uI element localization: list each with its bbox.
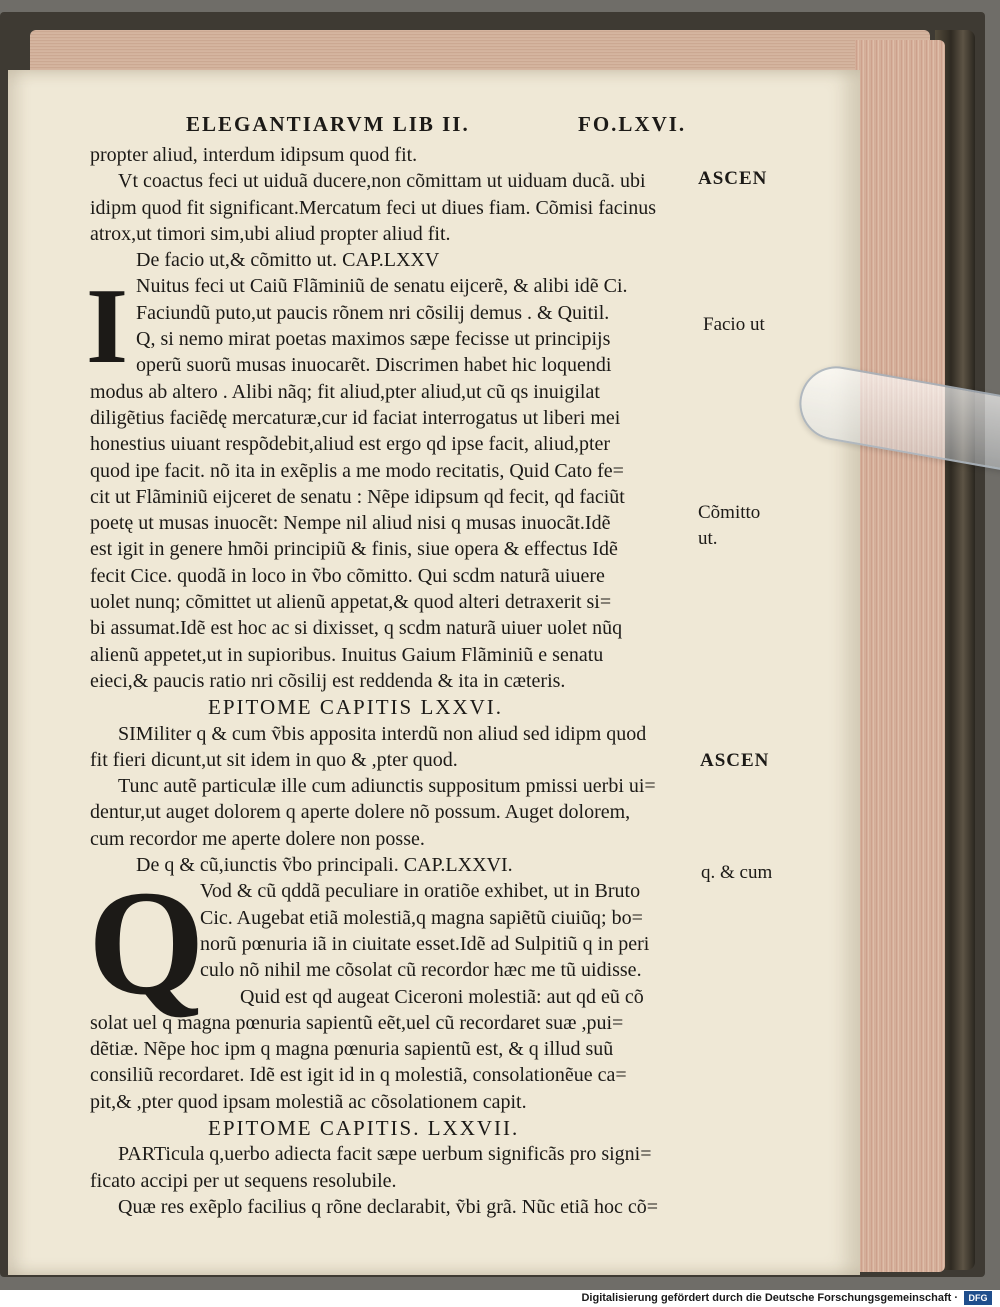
text-line: Vod & cũ qddã peculiare in oratiõe exhibet, ut in Bruto bbox=[200, 880, 641, 903]
text-line: atrox,ut timori sim,ubi aliud propter aliud fit. bbox=[90, 222, 451, 245]
text-line: propter aliud, interdum idipsum quod fit. bbox=[90, 144, 418, 166]
marginal-note-facio-ut: Facio ut bbox=[703, 314, 765, 335]
text-line: idipm quod fit significant.Mercatum feci ut diues fiam. Cõmisi facinus bbox=[90, 196, 656, 219]
text-line: quod ipe facit. nõ ita in exẽplis a me modo recitatis, Quid Cato fe= bbox=[90, 459, 624, 482]
text-line: cit ut Flãminiũ eijceret de senatu : Nẽpe idipsum qd fecit, qd faciũt bbox=[90, 485, 625, 508]
text-line: Vt coactus feci ut uiduã ducere,non cõmittam ut uiduam ducã. ubi bbox=[118, 170, 646, 193]
chapter-heading: De q & cũ,iunctis ṽbo principali. CAP.LXXVI. bbox=[136, 854, 513, 877]
text-line: consiliũ recordaret. Idẽ est igit id in q molestiã, consolationẽue ca= bbox=[90, 1064, 627, 1087]
text-line: alienũ appetet,ut in supioribus. Inuitus Gaium Flãminiũ e senatu bbox=[90, 643, 604, 666]
text-line: Cic. Augebat etiã molestiã,q magna sapiẽtũ ciuiũq; bo= bbox=[200, 906, 643, 929]
paragraph-with-dropcap-i bbox=[86, 267, 730, 387]
text-line: eieci,& paucis ratio nri cõsilij est reddenda & ita in cæteris. bbox=[90, 669, 566, 692]
text-line: pit,& ,pter quod ipsam molestiã ac cõsolationem capit. bbox=[90, 1090, 527, 1113]
text-line: cum recordor me aperte dolere non posse. bbox=[90, 827, 425, 850]
page-stack-fore-edge bbox=[855, 40, 945, 1272]
text-line: Q, si nemo mirat poetas maximos sæpe fecisse ut principijs bbox=[136, 328, 611, 351]
epitome-heading: EPITOME CAPITIS. LXXVII. bbox=[208, 1115, 520, 1140]
folio-number: FO.LXVI. bbox=[578, 112, 687, 136]
text-line: Nuitus feci ut Caiũ Flãminiũ de senatu eijcerẽ, & alibi idẽ Ci. bbox=[136, 275, 628, 298]
text-line: norũ pœnuria iã in ciuitate esset.Idẽ ad Sulpitiũ q in peri bbox=[200, 932, 650, 955]
text-line: bi assumat.Idẽ est hoc ac si dixisset, q scdm naturã uiuer uolet nũq bbox=[90, 617, 623, 640]
text-line: Quid est qd augeat Ciceroni molestiã: aut qd eũ cõ bbox=[240, 985, 644, 1008]
running-title: ELEGANTIARVM LIB II. bbox=[186, 112, 470, 136]
chapter-heading: De facio ut,& cõmitto ut. CAP.LXXV bbox=[136, 249, 440, 272]
text-line: dẽtiæ. Nẽpe hoc ipm q magna pœnuria sapientũ est, & q illud suũ bbox=[90, 1038, 614, 1061]
text-line: Faciundũ puto,ut paucis rõnem nri cõsilij demus . & Quitil. bbox=[136, 301, 610, 324]
text-line: uolet nunq; cõmittet ut alienũ appetat,& quod alteri detraxerit si= bbox=[90, 591, 612, 614]
drop-capital-i: I bbox=[86, 267, 129, 387]
text-line: culo nõ nihil me cõsolat cũ recordor hæc me tũ uidisse. bbox=[200, 959, 642, 982]
book-page bbox=[8, 70, 860, 1275]
marginal-note-comitto: Cõmitto bbox=[698, 502, 761, 523]
text-line: Tunc autẽ particulæ ille cum adiunctis suppositum pmissi uerbi ui= bbox=[118, 775, 656, 798]
marginal-note-ascen: ASCEN bbox=[698, 168, 768, 189]
text-line: poetę ut musas inuocẽt: Nempe nil aliud nisi q musas inuocãt.Idẽ bbox=[90, 512, 611, 535]
text-line: honestius uiuant respõdebit,aliud est ergo qd ipse facit, aliud,pter bbox=[90, 433, 611, 456]
marginal-note-ut: ut. bbox=[698, 528, 718, 549]
marginal-note-q-et-cum: q. & cum bbox=[701, 862, 773, 883]
text-line: PARTicula q,uerbo adiecta facit sæpe uerbum significãs pro signi= bbox=[118, 1143, 652, 1166]
page-header bbox=[90, 112, 730, 142]
text-line: modus ab altero . Alibi nãq; fit aliud,pter aliud,ut cũ qs inuigilat bbox=[90, 380, 600, 403]
text-line: diligẽtius faciẽdę mercaturæ,cur id faciat interrogatus ut liberi mei bbox=[90, 406, 621, 429]
text-line: solat uel q magna pœnuria sapientũ eẽt,uel cũ recordaret suæ ,pui= bbox=[90, 1011, 624, 1034]
text-line: fecit Cice. quodã in loco in ṽbo cõmitto. Qui scdm naturã uiuere bbox=[90, 564, 605, 587]
epitome-heading: EPITOME CAPITIS LXXVI. bbox=[208, 695, 504, 720]
dfg-logo: DFG bbox=[964, 1291, 992, 1305]
text-line: operũ suorũ musas inuocarẽt. Discrimen habet hic loquendi bbox=[136, 354, 612, 377]
drop-capital-q: Q bbox=[88, 860, 205, 1027]
marginal-note-ascen-2: ASCEN bbox=[700, 750, 770, 771]
text-line: SIMiliter q & cum ṽbis apposita interdũ non aliud sed idipm quod bbox=[118, 722, 647, 745]
text-line: dentur,ut auget dolorem q aperte dolere nõ possum. Auget dolorem, bbox=[90, 801, 631, 824]
text-line: ficato accipi per ut sequens resolubile. bbox=[90, 1169, 397, 1192]
dfg-credit-text: Digitalisierung gefördert durch die Deutsche Forschungsgemeinschaft · bbox=[581, 1292, 958, 1304]
page-text-block bbox=[86, 112, 730, 1220]
page-stack-top bbox=[30, 30, 930, 75]
text-line: fit fieri dicunt,ut sit idem in quo & ,pter quod. bbox=[90, 748, 458, 771]
text-line: Quæ res exẽplo facilius q rõne declarabit, ṽbi grã. Nũc etiã hoc cõ= bbox=[118, 1195, 658, 1218]
text-line: est igit in genere hmõi principiũ & finis, siue opera & effectus Idẽ bbox=[90, 538, 618, 561]
